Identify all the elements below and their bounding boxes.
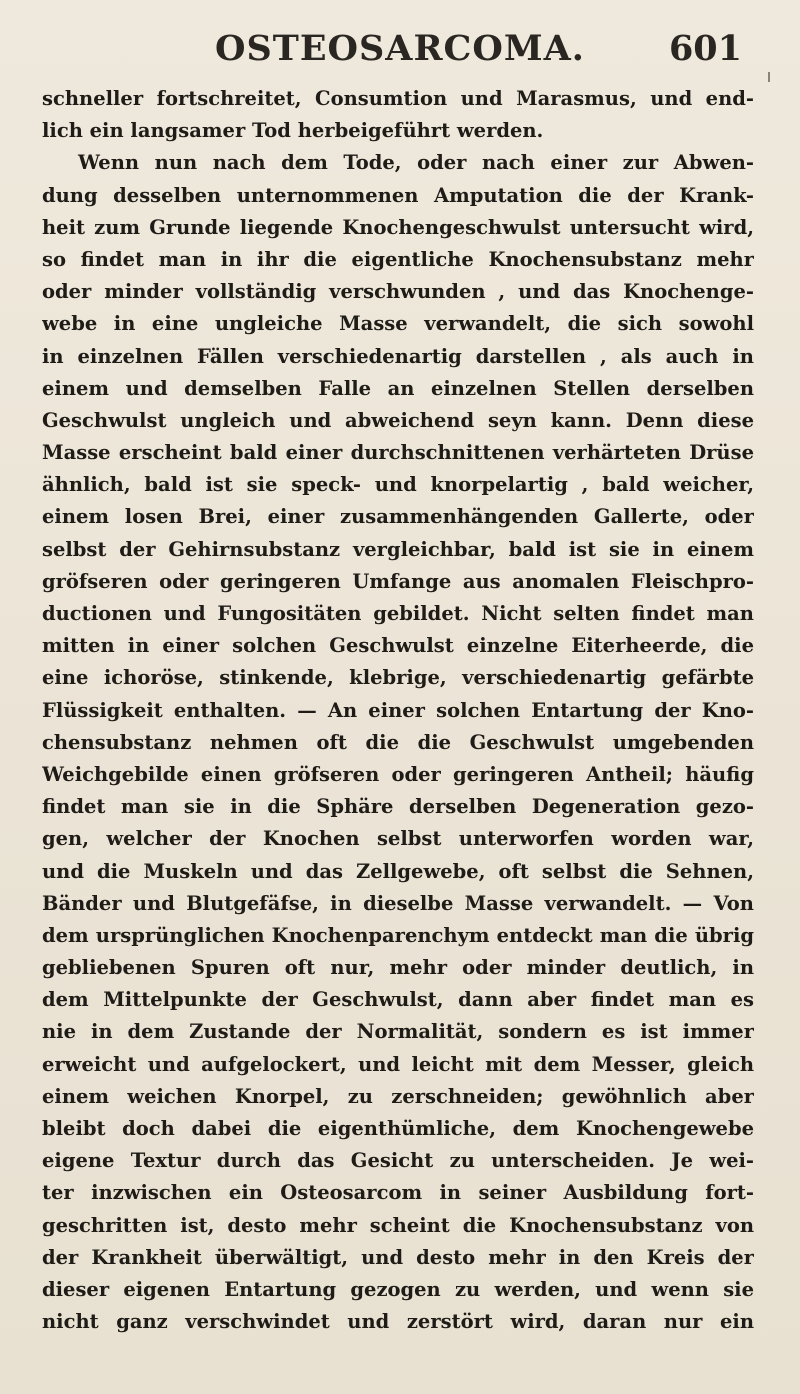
text-line: eigene Textur durch das Gesicht zu unterscheiden. Je wei- (42, 1149, 754, 1173)
text-line: dem ursprünglichen Knochenparenchym entdeckt man die übrig (42, 923, 754, 947)
text-line: lich ein langsamer Tod herbeigeführt werden. (42, 119, 544, 143)
text-line: gebliebenen Spuren oft nur, mehr oder minder deutlich, in (42, 956, 754, 980)
page-number: 601 (668, 28, 742, 69)
text-line: Wenn nun nach dem Tode, oder nach einer zur Abwen- (78, 151, 754, 175)
text-line: nicht ganz verschwindet und zerstört wird, daran nur ein (42, 1310, 754, 1334)
text-line: geschritten ist, desto mehr scheint die Knochensubstanz von (42, 1213, 754, 1237)
text-line: einem und demselben Falle an einzelnen Stellen derselben (42, 376, 754, 400)
text-line: in einzelnen Fällen verschiedenartig darstellen , als auch in (42, 344, 754, 368)
text-line: heit zum Grunde liegende Knochengeschwulst untersucht wird, (42, 215, 754, 239)
text-line: dung desselben unternommenen Amputation die der Krank- (42, 183, 754, 207)
text-line: schneller fortschreitet, Consumtion und Marasmus, und end- (42, 87, 754, 110)
body-text (42, 83, 754, 1338)
text-line: Weichgebilde einen gröfseren oder geringeren Antheil; häufig (42, 762, 754, 786)
text-line: Flüssigkeit enthalten. — An einer solchen Entartung der Kno- (42, 698, 754, 722)
text-line: findet man sie in die Sphäre derselben Degeneration gezo- (42, 795, 754, 819)
text-line: einem losen Brei, einer zusammenhängenden Gallerte, oder (42, 505, 754, 529)
text-line: mitten in einer solchen Geschwulst einzelne Eiterheerde, die (42, 634, 754, 658)
text-line: so findet man in ihr die eigentliche Knochensubstanz mehr (42, 247, 754, 271)
text-line: gen, welcher der Knochen selbst unterworfen worden war, (42, 827, 754, 851)
text-line: Geschwulst ungleich und abweichend seyn kann. Denn diese (42, 408, 754, 432)
running-title: OSTEOSARCOMA. (215, 28, 585, 69)
text-line: ductionen und Fungositäten gebildet. Nicht selten findet man (42, 602, 754, 625)
page-header (0, 22, 800, 82)
text-line: einem weichen Knorpel, zu zerschneiden; gewöhnlich aber (42, 1084, 754, 1108)
text-line: selbst der Gehirnsubstanz vergleichbar, bald ist sie in einem (42, 537, 754, 561)
text-line: Bänder und Blutgefäfse, in dieselbe Masse verwandelt. — Von (42, 891, 754, 915)
text-line: der Krankheit überwältigt, und desto mehr in den Kreis der (42, 1245, 754, 1269)
text-line: chensubstanz nehmen oft die die Geschwulst umgebenden (42, 730, 754, 754)
text-line: ähnlich, bald ist sie speck- und knorpelartig , bald weicher, (42, 473, 754, 497)
text-line: oder minder vollständig verschwunden , und das Knochenge- (42, 280, 754, 304)
text-line: dem Mittelpunkte der Geschwulst, dann aber findet man es (42, 988, 754, 1012)
text-line: und die Muskeln und das Zellgewebe, oft selbst die Sehnen, (42, 859, 754, 883)
margin-mark (768, 72, 770, 82)
text-line: ter inzwischen ein Osteosarcom in seiner Ausbildung fort- (42, 1181, 754, 1205)
text-line: Masse erscheint bald einer durchschnittenen verhärteten Drüse (42, 441, 754, 465)
text-line: erweicht und aufgelockert, und leicht mit dem Messer, gleich (42, 1052, 754, 1076)
text-line: eine ichoröse, stinkende, klebrige, verschiedenartig gefärbte (42, 666, 754, 690)
text-line: dieser eigenen Entartung gezogen zu werden, und wenn sie (42, 1277, 754, 1301)
text-line: nie in dem Zustande der Normalität, sondern es ist immer (42, 1020, 754, 1044)
text-line: bleibt doch dabei die eigenthümliche, dem Knochengewebe (42, 1117, 754, 1140)
text-line: webe in eine ungleiche Masse verwandelt, die sich sowohl (42, 312, 754, 336)
text-line: gröfseren oder geringeren Umfange aus anomalen Fleischpro- (42, 569, 754, 593)
